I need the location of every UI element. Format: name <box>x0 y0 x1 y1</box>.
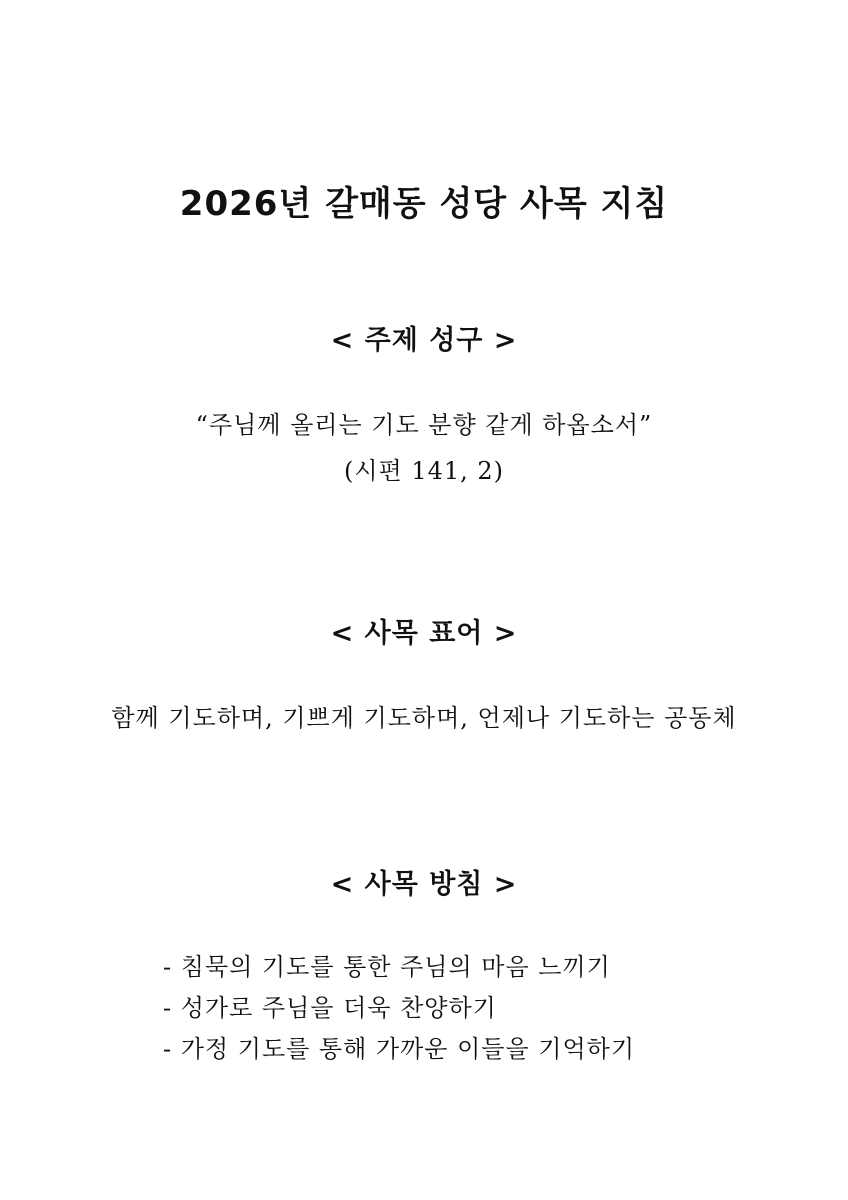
motto-text: 함께 기도하며, 기쁘게 기도하며, 언제나 기도하는 공동체 <box>111 704 737 732</box>
policy-list <box>163 947 635 1070</box>
policy-item: - 가정 기도를 통해 가까운 이들을 기억하기 <box>163 1035 636 1063</box>
theme-verse: “주님께 올리는 기도 분향 같게 하옵소서” <box>195 411 653 439</box>
theme-heading: < 주제 성구 > <box>330 325 518 356</box>
page-title: 2026년 갈매동 성당 사목 지침 <box>179 184 669 224</box>
motto-heading: < 사목 표어 > <box>330 618 518 649</box>
theme-citation: (시편 141, 2) <box>343 457 505 485</box>
policy-item: - 침묵의 기도를 통한 주님의 마음 느끼기 <box>163 953 611 981</box>
policy-heading: < 사목 방침 > <box>330 869 518 900</box>
policy-item: - 성가로 주님을 더욱 찬양하기 <box>163 994 497 1022</box>
